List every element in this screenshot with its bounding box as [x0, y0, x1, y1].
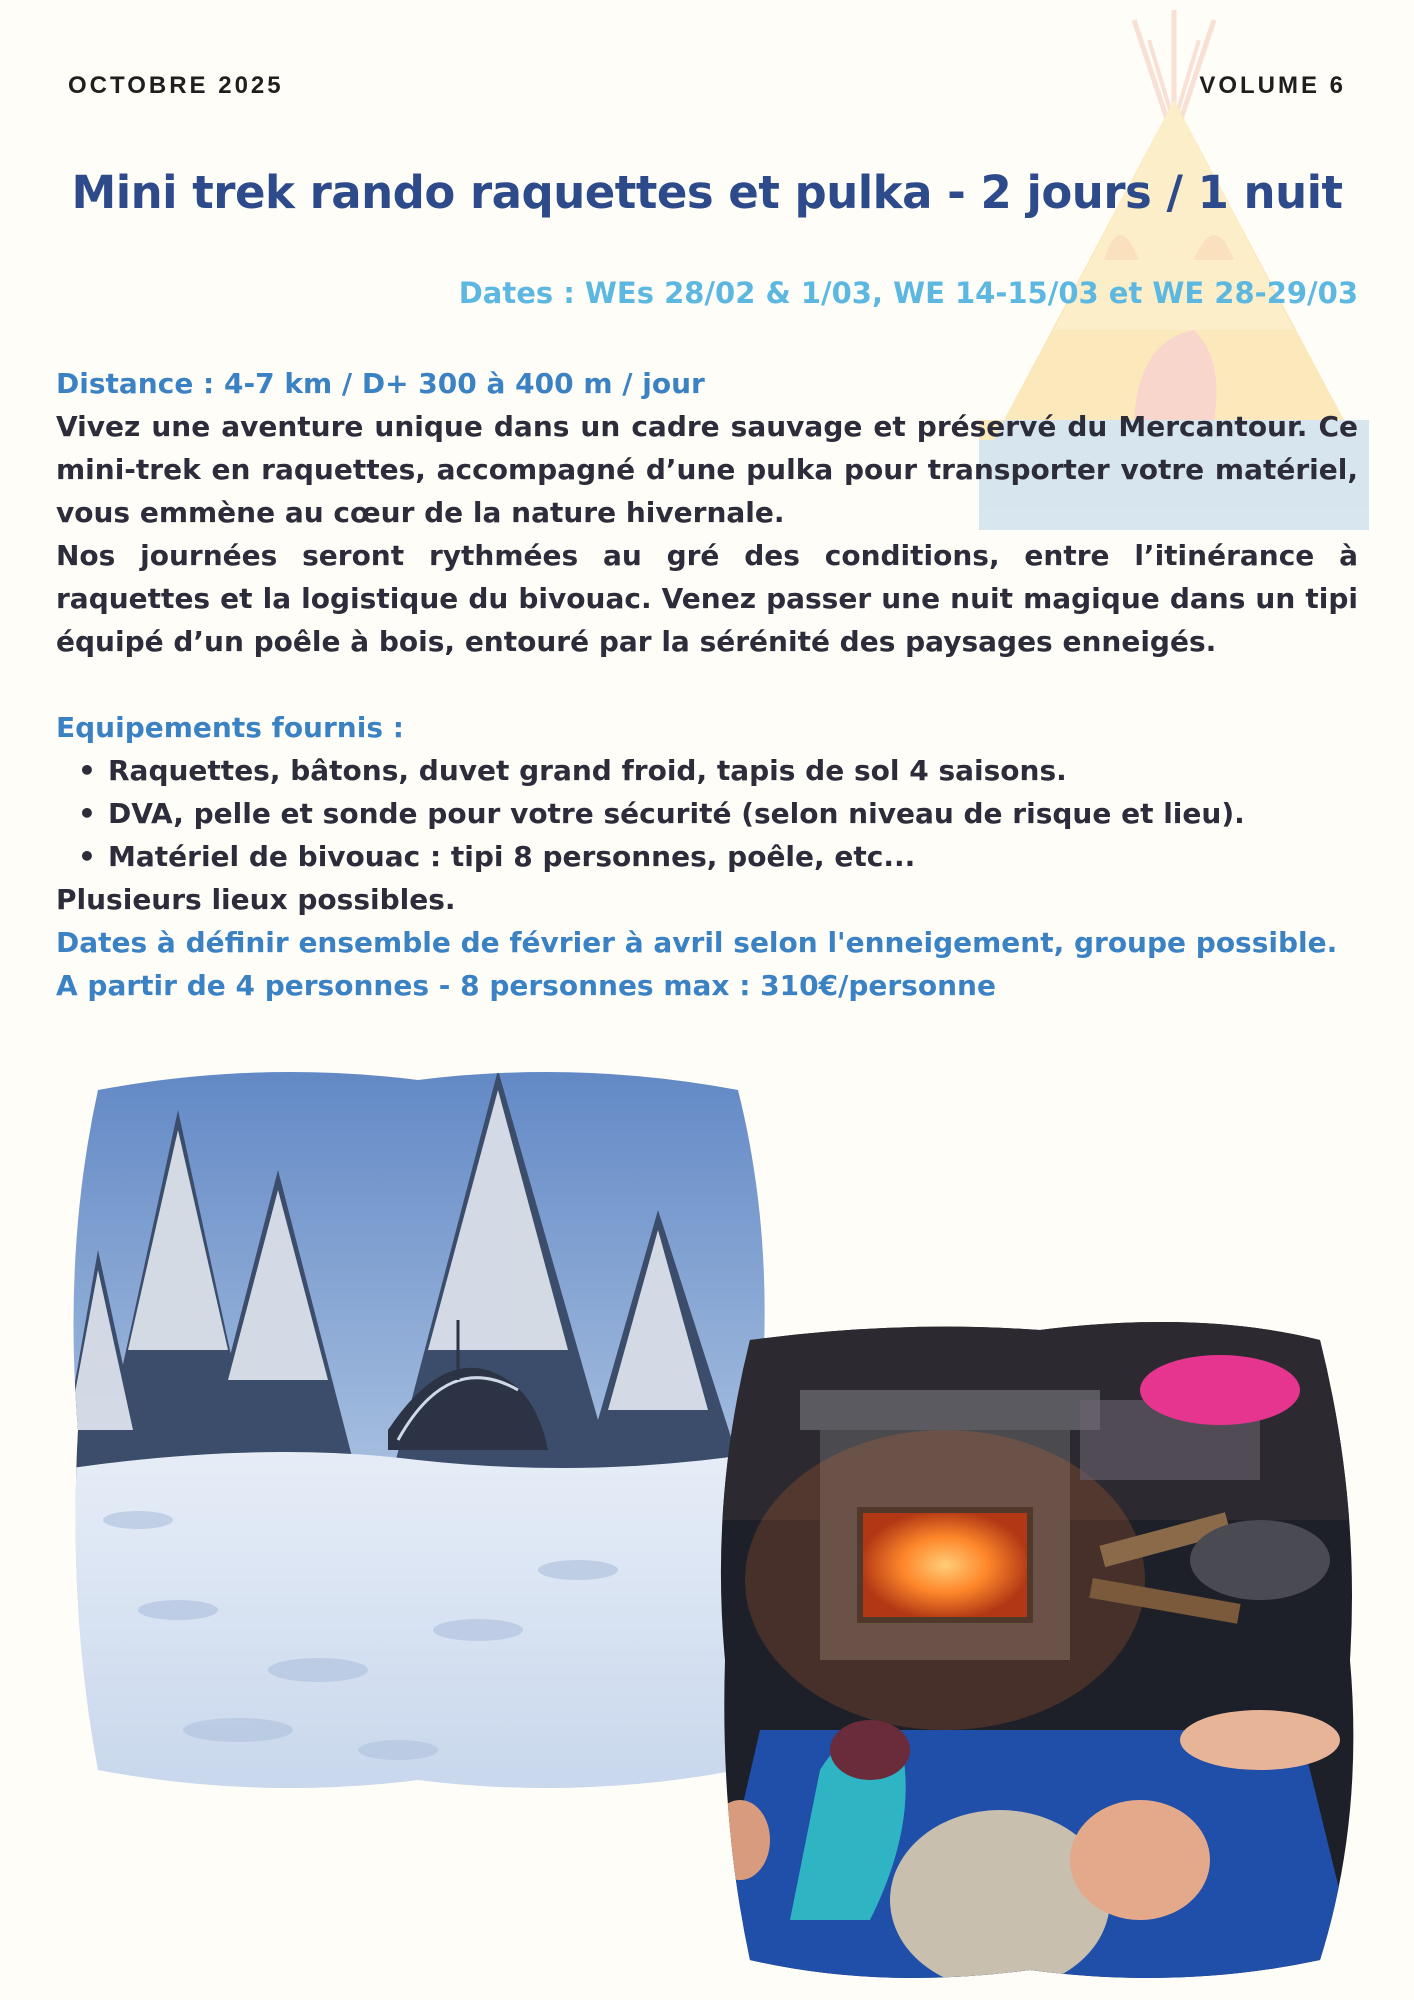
equipment-item: • DVA, pelle et sonde pour votre sécurité (selon niveau de risque et lieu).: [108, 792, 1358, 835]
snow-camp-photo: [58, 1050, 778, 1810]
places-line: Plusieurs lieux possibles.: [56, 883, 456, 916]
equipment-item: • Matériel de bivouac : tipi 8 personnes, poêle, etc...: [108, 835, 1358, 878]
distance-line: Distance : 4-7 km / D+ 300 à 400 m / jour: [56, 367, 705, 400]
issue-date: OCTOBRE 2025: [68, 72, 284, 99]
price-line: A partir de 4 personnes - 8 personnes max : 310€/personne: [56, 969, 996, 1002]
equipment-item: • Raquettes, bâtons, duvet grand froid, tapis de sol 4 saisons.: [108, 749, 1358, 792]
wood-stove-photo: [700, 1300, 1364, 1990]
issue-volume: VOLUME 6: [1199, 72, 1346, 99]
days-paragraph: Nos journées seront rythmées au gré des conditions, entre l’itinérance à raquettes et la logistique du bivouac. Venez passer une nuit magique dans un tipi équipé d’un poêle à bois, entouré par la sérénité des paysages enneigés.: [56, 539, 1358, 658]
equipment-heading: Equipements fournis :: [56, 711, 404, 744]
intro-paragraph: Vivez une aventure unique dans un cadre sauvage et préservé du Mercantour. Ce mini-trek en raquettes, accompagné d’une pulka pour transporter votre matériel, vous emmène au cœur de la nature hivernale.: [56, 410, 1358, 529]
equipment-list: [56, 749, 1358, 878]
article-body: [56, 362, 1358, 1007]
trip-dates: Dates : WEs 28/02 & 1/03, WE 14-15/03 et WE 28-29/03: [458, 276, 1358, 310]
dates-note: Dates à définir ensemble de février à avril selon l'enneigement, groupe possible.: [56, 926, 1338, 959]
page-title: Mini trek rando raquettes et pulka - 2 jours / 1 nuit: [71, 166, 1343, 219]
header-meta: [68, 72, 1346, 100]
spacer: [56, 663, 1358, 706]
